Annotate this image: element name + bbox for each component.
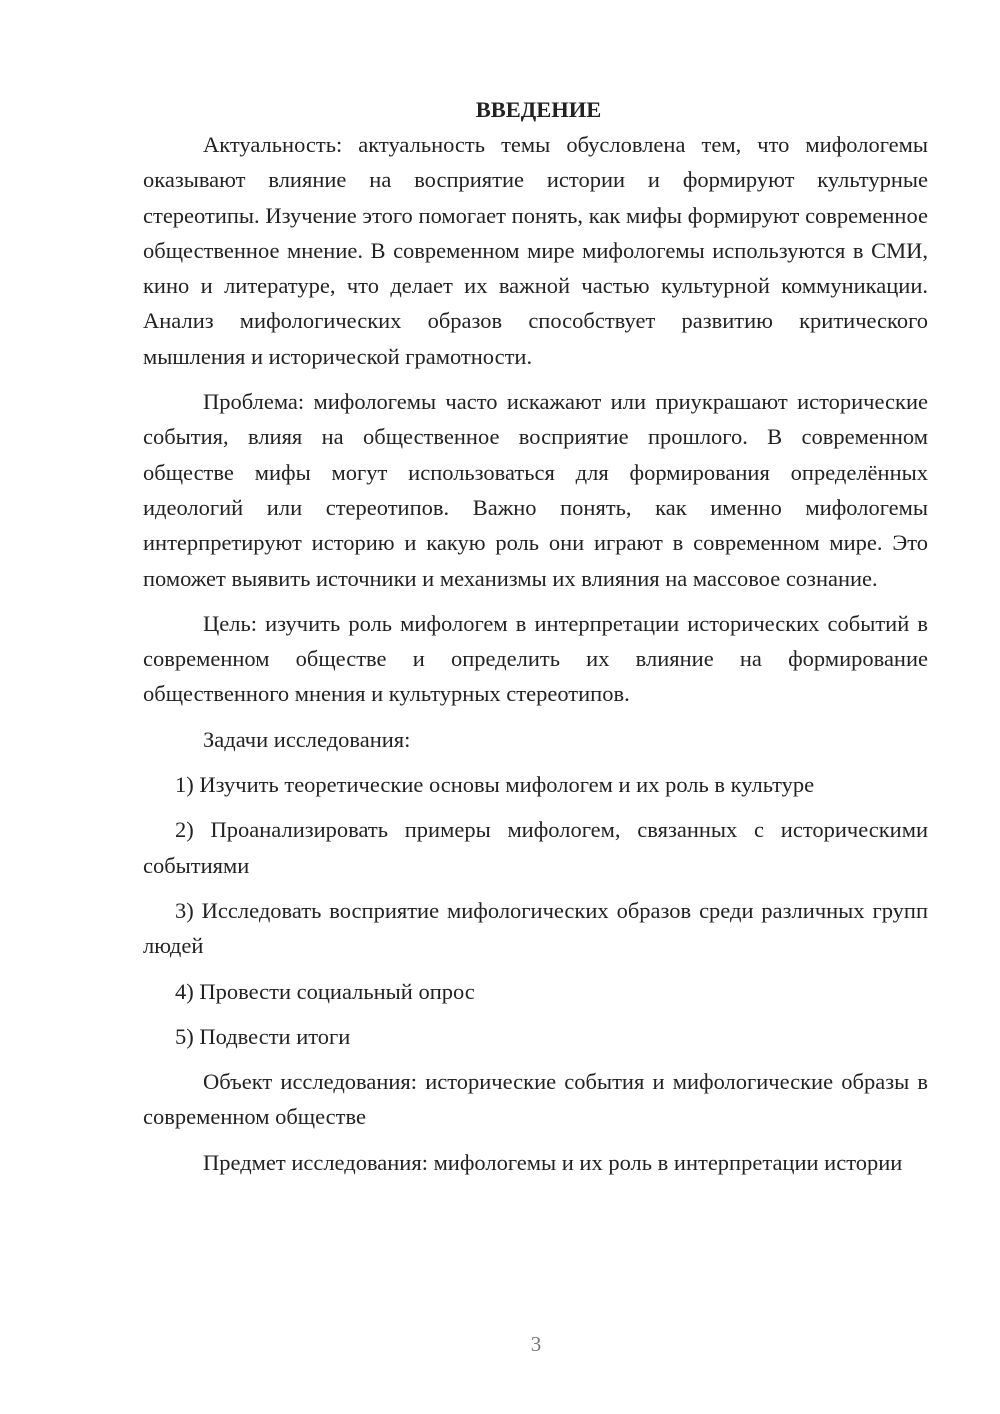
paragraph-tasks-intro: Задачи исследования: (203, 726, 411, 752)
task-item: 2) Проанализировать примеры мифологем, связанных с историческими событиями (143, 817, 928, 878)
task-item: 1) Изучить теоретические основы мифологем и их роль в культуре (175, 772, 815, 798)
paragraph-subject: Предмет исследования: мифологемы и их роль в интерпретации истории (203, 1149, 903, 1175)
section-heading: ВВЕДЕНИЕ (475, 97, 602, 122)
paragraph-relevance: Актуальность: актуальность темы обусловлена тем, что мифологемы оказывают влияние на восприятие истории и формируют культурные стереотипы. Изучение этого помогает понять, как мифы формируют современное общественное мнение. В современном мире мифологемы используются в СМИ, кино и литературе, что делает их важной частью культурной коммуникации. Анализ мифологических образов способствует развитию критического мышления и исторической грамотности. (143, 132, 928, 369)
task-item: 5) Подвести итоги (175, 1023, 351, 1049)
paragraph-object: Объект исследования: исторические события и мифологические образы в современном обществе (143, 1069, 928, 1130)
document-page (143, 92, 928, 1190)
task-item: 3) Исследовать восприятие мифологических образов среди различных групп людей (143, 897, 928, 959)
page-number: 3 (530, 1332, 542, 1356)
task-item: 4) Провести социальный опрос (175, 978, 475, 1004)
paragraph-problem: Проблема: мифологемы часто искажают или приукрашают исторические события, влияя на общественное восприятие прошлого. В современном обществе мифы могут использоваться для формирования определённых идеологий или стереотипов. Важно понять, как именно мифологемы интерпретируют историю и какую роль они играют в современном мире. Это поможет выявить источники и механизмы их влияния на массовое сознание. (143, 389, 928, 591)
paragraph-goal: Цель: изучить роль мифологем в интерпретации исторических событий в современном обществе и определить их влияние на формирование общественного мнения и культурных стереотипов. (143, 610, 928, 707)
